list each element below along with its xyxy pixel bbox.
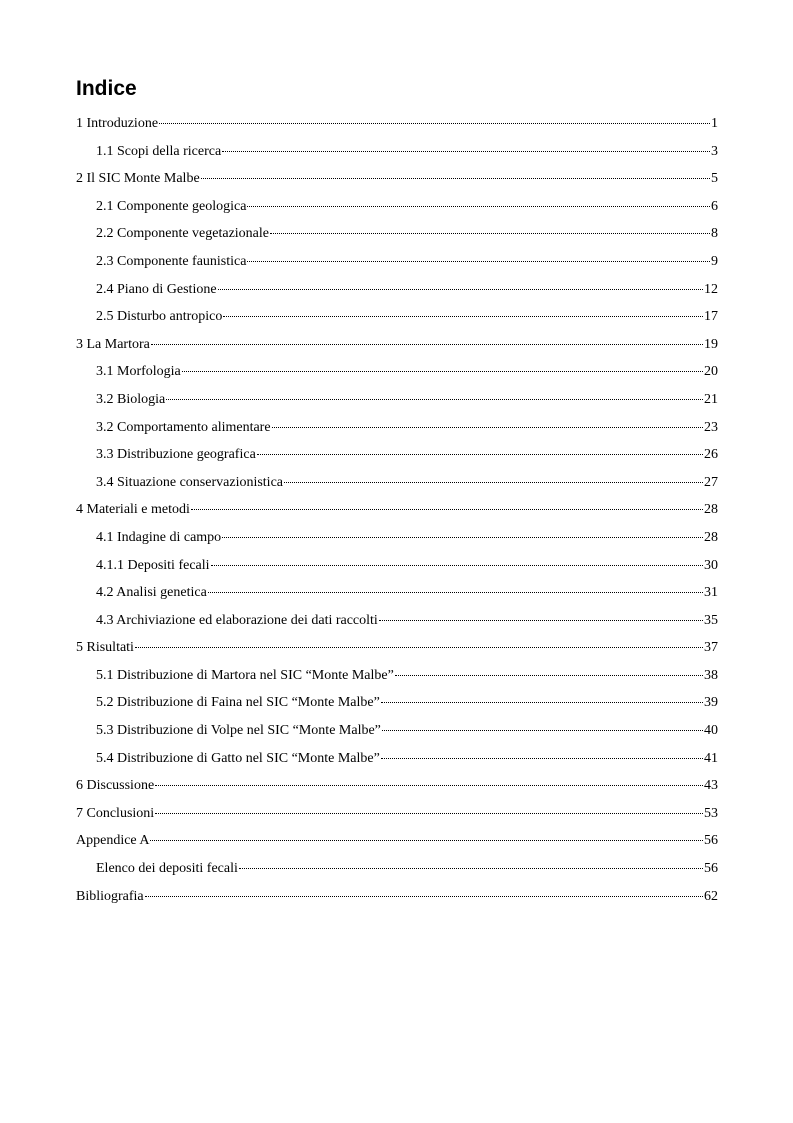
toc-entry-label: 3.3 Distribuzione geografica	[96, 447, 256, 463]
page-title: Indice	[76, 77, 137, 100]
toc-entry-page: 20	[704, 364, 718, 380]
toc-entry-label: 5.3 Distribuzione di Volpe nel SIC “Monte Malbe”	[96, 723, 381, 739]
toc-entry-bibliografia	[76, 883, 718, 911]
toc-entry-piano-di-gestione	[76, 276, 718, 304]
toc-entry-page: 9	[711, 253, 718, 269]
toc-entry-page: 12	[704, 281, 718, 297]
toc-entry-label: 4.3 Archiviazione ed elaborazione dei dati raccolti	[96, 612, 378, 628]
toc-entry-discussione	[76, 772, 718, 800]
toc-entry-componente-vegetazionale	[76, 220, 718, 248]
toc-entry-page: 41	[704, 750, 718, 766]
toc-entry-label: 7 Conclusioni	[76, 805, 155, 821]
toc-entry-page: 1	[711, 116, 718, 131]
toc-entry-scopi-della-ricerca	[76, 138, 718, 166]
dot-leader	[395, 675, 703, 676]
dot-leader	[150, 840, 703, 841]
toc-entry-page: 31	[704, 585, 718, 601]
toc-entry-label: 3.2 Comportamento alimentare	[96, 419, 271, 435]
toc-entry-analisi-genetica	[76, 579, 718, 607]
dot-leader	[223, 316, 703, 317]
toc-entry-introduzione	[76, 110, 718, 138]
table-of-contents	[76, 110, 718, 910]
dot-leader	[155, 785, 703, 786]
dot-leader	[382, 730, 703, 731]
toc-entry-label: 2 Il SIC Monte Malbe	[76, 171, 200, 187]
dot-leader	[272, 427, 703, 428]
toc-entry-biologia	[76, 386, 718, 414]
toc-entry-page: 43	[704, 778, 718, 794]
toc-entry-page: 5	[711, 171, 718, 187]
toc-entry-distribuzione-gatto	[76, 745, 718, 773]
dot-leader	[239, 868, 703, 869]
toc-entry-sic-monte-malbe	[76, 165, 718, 193]
dot-leader	[159, 123, 710, 124]
toc-entry-label: 4.2 Analisi genetica	[96, 585, 207, 601]
toc-entry-page: 56	[704, 833, 718, 849]
dot-leader	[145, 896, 703, 897]
dot-leader	[284, 482, 703, 483]
toc-entry-page: 62	[704, 888, 718, 904]
toc-entry-elenco-depositi-fecali	[76, 855, 718, 883]
dot-leader	[218, 289, 703, 290]
toc-entry-label: 3 La Martora	[76, 336, 150, 352]
toc-entry-archiviazione-dati	[76, 607, 718, 635]
toc-entry-distribuzione-geografica	[76, 441, 718, 469]
dot-leader	[151, 344, 703, 345]
toc-entry-risultati	[76, 634, 718, 662]
dot-leader	[381, 758, 703, 759]
toc-entry-label: 2.1 Componente geologica	[96, 198, 247, 214]
dot-leader	[166, 399, 703, 400]
toc-entry-page: 40	[704, 723, 718, 739]
toc-entry-page: 53	[704, 805, 718, 821]
toc-entry-label: Bibliografia	[76, 888, 144, 904]
toc-entry-label: 4 Materiali e metodi	[76, 502, 190, 518]
toc-entry-page: 27	[704, 474, 718, 490]
toc-entry-page: 19	[704, 336, 718, 352]
dot-leader	[201, 178, 710, 179]
toc-entry-label: 3.1 Morfologia	[96, 364, 181, 380]
toc-entry-page: 21	[704, 391, 718, 407]
toc-entry-label: 2.5 Disturbo antropico	[96, 309, 223, 325]
toc-entry-page: 6	[711, 198, 718, 214]
toc-entry-morfologia	[76, 358, 718, 386]
toc-entry-componente-faunistica	[76, 248, 718, 276]
toc-entry-page: 3	[711, 143, 718, 159]
toc-entry-page: 56	[704, 861, 718, 877]
dot-leader	[222, 537, 703, 538]
dot-leader	[191, 509, 703, 510]
toc-entry-conclusioni	[76, 800, 718, 828]
toc-entry-label: 2.2 Componente vegetazionale	[96, 226, 269, 242]
toc-entry-page: 26	[704, 447, 718, 463]
toc-entry-page: 23	[704, 419, 718, 435]
toc-entry-distribuzione-martora	[76, 662, 718, 690]
toc-entry-label: 5 Risultati	[76, 640, 134, 656]
toc-entry-page: 28	[704, 502, 718, 518]
dot-leader	[222, 151, 710, 152]
toc-entry-label: Elenco dei depositi fecali	[96, 861, 238, 877]
toc-entry-label: 1 Introduzione	[76, 116, 159, 131]
dot-leader	[381, 702, 703, 703]
toc-entry-comportamento-alimentare	[76, 414, 718, 442]
toc-entry-distribuzione-faina	[76, 689, 718, 717]
toc-entry-page: 17	[704, 309, 718, 325]
toc-entry-page: 38	[704, 667, 718, 683]
dot-leader	[257, 454, 703, 455]
toc-entry-label: 5.2 Distribuzione di Faina nel SIC “Monte Malbe”	[96, 695, 380, 711]
toc-entry-distribuzione-volpe	[76, 717, 718, 745]
toc-entry-label: 5.4 Distribuzione di Gatto nel SIC “Monte Malbe”	[96, 750, 380, 766]
dot-leader	[247, 206, 710, 207]
toc-entry-depositi-fecali	[76, 552, 718, 580]
toc-entry-page: 39	[704, 695, 718, 711]
toc-entry-label: Appendice A	[76, 833, 150, 849]
dot-leader	[135, 647, 703, 648]
dot-leader	[155, 813, 703, 814]
toc-entry-page: 8	[711, 226, 718, 242]
toc-entry-label: 2.4 Piano di Gestione	[96, 281, 217, 297]
toc-entry-appendice-a	[76, 827, 718, 855]
dot-leader	[379, 620, 703, 621]
dot-leader	[247, 261, 710, 262]
toc-entry-materiali-e-metodi	[76, 496, 718, 524]
toc-entry-label: 4.1 Indagine di campo	[96, 529, 222, 545]
dot-leader	[208, 592, 703, 593]
toc-entry-label: 1.1 Scopi della ricerca	[96, 143, 222, 159]
toc-entry-label: 5.1 Distribuzione di Martora nel SIC “Monte Malbe”	[96, 667, 394, 683]
toc-entry-disturbo-antropico	[76, 303, 718, 331]
toc-entry-indagine-di-campo	[76, 524, 718, 552]
toc-entry-label: 2.3 Componente faunistica	[96, 253, 247, 269]
toc-entry-page: 30	[704, 557, 718, 573]
toc-entry-label: 6 Discussione	[76, 778, 155, 794]
toc-entry-la-martora	[76, 331, 718, 359]
toc-entry-page: 37	[704, 640, 718, 656]
toc-entry-page: 28	[704, 529, 718, 545]
toc-entry-situazione-conservazionistica	[76, 469, 718, 497]
dot-leader	[182, 371, 703, 372]
toc-entry-label: 3.4 Situazione conservazionistica	[96, 474, 283, 490]
dot-leader	[211, 565, 703, 566]
toc-entry-page: 35	[704, 612, 718, 628]
toc-entry-componente-geologica	[76, 193, 718, 221]
toc-entry-label: 3.2 Biologia	[96, 391, 166, 407]
toc-entry-label: 4.1.1 Depositi fecali	[96, 557, 210, 573]
dot-leader	[270, 233, 710, 234]
